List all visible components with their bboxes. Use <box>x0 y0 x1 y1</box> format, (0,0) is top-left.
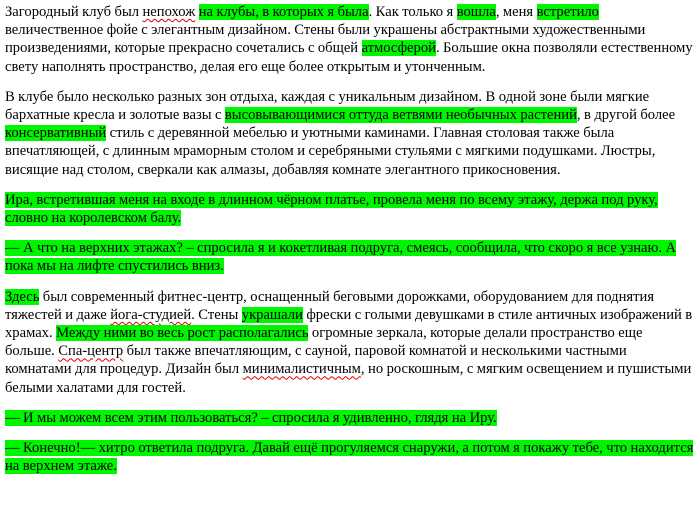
paragraph <box>5 239 695 275</box>
text-run: , меня <box>495 4 537 20</box>
highlighted-text: вошла <box>456 4 496 20</box>
text-run: В клубе было несколько разных зон отдыха, каждая с уникальным дизайном. В одной зоне были мягкие бархатные кресла и золотые вазы с <box>5 88 650 124</box>
text-run: . Стены <box>191 306 242 323</box>
text-run: фрески с голыми девушками в стиле античных изображений в храмах. <box>5 306 693 342</box>
text-run: величественное фойе с элегантным дизайном. Стены были украшены абстрактными художественными произведениями, которые прекрасно сочетались с общей <box>5 22 646 57</box>
highlighted-text: Здесь <box>5 288 40 305</box>
highlighted-text: на клубы, в которых я была <box>198 4 369 20</box>
paragraph <box>5 409 695 427</box>
paragraph <box>5 288 695 397</box>
misspelled-word: Спа-центр <box>58 343 124 360</box>
text-run: . Большие окна позволяли естественному свету наполнять пространство, делая его еще более открытым и утонченным. <box>5 40 693 75</box>
highlighted-text: — Конечно!— хитро ответила подруга. Давай ещё прогуляемся снаружи, а потом я покажу тебе, что находится на верхнем этаже. <box>5 440 694 475</box>
text-run: , но роскошным, с мягким освещением и пушистыми белыми халатами для гостей. <box>5 361 692 396</box>
text-run: , в другой более <box>576 107 676 124</box>
misspelled-word: непохож <box>142 4 196 20</box>
paragraph <box>5 88 695 179</box>
paragraph <box>5 191 695 227</box>
highlighted-text: встретило <box>536 4 599 20</box>
highlighted-text: Между ними во весь рост располагались <box>56 325 309 342</box>
highlighted-text: — А что на верхних этажах? – спросила я и кокетливая подруга, смеясь, сообщила, что скоро я все узнаю. А пока мы на лифте спустились вниз. <box>5 240 677 275</box>
paragraph <box>5 3 695 76</box>
highlighted-text: консервативный <box>5 125 107 142</box>
highlighted-text: украшали <box>241 306 303 323</box>
highlighted-text: атмосферой <box>361 40 436 57</box>
paragraph <box>5 439 695 475</box>
misspelled-word: минималистичным <box>242 361 361 378</box>
highlighted-text: Ира, встретившая меня на входе в длинном чёрном платье, провела меня по всему этажу, держа под руку, словно на королевском балу. <box>5 191 658 227</box>
text-run: был современный фитнес-центр, оснащенный беговыми дорожками, оборудованием для поднятия тяжестей и даже <box>5 288 655 323</box>
highlighted-text: высовывающимися оттуда ветвями необычных растений <box>224 107 577 124</box>
text-run: Загородный клуб был <box>5 4 143 20</box>
text-run: огромные зеркала, которые делали пространство еще больше. <box>5 325 643 360</box>
highlighted-text: — И мы можем всем этим пользоваться? – спросила я удивленно, глядя на Иру. <box>5 409 497 426</box>
text-run: был также впечатляющим, с сауной, паровой комнатой и несколькими частными комнатами для процедур. Дизайн был <box>5 343 627 378</box>
text-run: . Как только я <box>368 4 457 20</box>
text-run: стиль с деревянной мебелью и уютными каминами. Главная столовая также была впечатляющей, с длинным мраморным столом и серебряными стульями с мягкими подушками. Люстры, висящие над столом, сверкали как алмазы, добавляя комнате элегантного прикосновения. <box>5 125 656 178</box>
misspelled-word: йога-студией <box>110 306 192 323</box>
